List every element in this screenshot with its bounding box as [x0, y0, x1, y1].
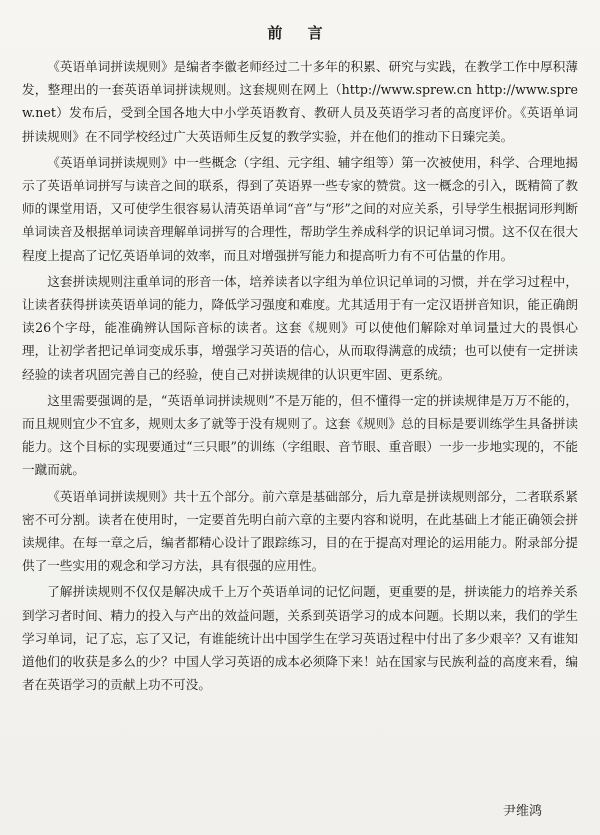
paragraph-2: 《英语单词拼读规则》中一些概念（字组、元字组、辅字组等）第一次被使用，科学、合理地揭示了英语单词拼写与读音之间的联系，得到了英语界一些专家的赞赏。这一概念的引入，既精简了教师的课堂用语，又可使学生很容易认清英语单词“音”与“形”之间的对应关系，引导学生根据词形判断单词读音及根据单词读音理解单词拼写的合理性，帮助学生养成科学的识记单词习惯。这不仅在很大程度上提高了记忆英语单词的效率，而且对增强拼写能力和提高听力有不可估量的作用。	[22, 154, 578, 263]
paragraph-3: 这套拼读规则注重单词的形音一体，培养读者以字组为单位识记单词的习惯，并在学习过程中，让读者获得拼读英语单词的能力，降低学习强度和难度。尤其适用于有一定汉语拼音知识，能正确朗读26个字母，能准确辨认国际音标的读者。这套《规则》可以使他们解除对单词量过大的畏惧心理，让初学者把记单词变成乐事，增强学习英语的信心，从而取得满意的成绩；也可以使有一定拼读经验的读者巩固完善自己的经验，使自己对拼读规律的认识更牢固、更系统。	[22, 273, 578, 382]
paragraph-6: 了解拼读规则不仅仅是解决成千上万个英语单词的记忆问题，更重要的是，拼读能力的培养关系到学习者时间、精力的投入与产出的效益问题，关系到英语学习的成本问题。长期以来，我们的学生学习单词，记了忘，忘了又记，有谁能统计出中国学生在学习英语过程中付出了多少艰辛？又有谁知道他们的收获是多么的少？中国人学习英语的成本必须降下来！站在国家与民族利益的高度来看，编者在英语学习的贡献上功不可没。	[22, 584, 578, 693]
page-title: 前 言	[267, 24, 333, 42]
paragraph-1: 《英语单词拼读规则》是编者李徽老师经过二十多年的积累、研究与实践，在教学工作中厚积薄发，整理出的一套英语单词拼读规则。这套规则在网上（http://www.sprew.cn http://www.sprew.net）发布后，受到全国各地大中小学英语教育、教研人员及英语学习者的高度评价。《英语单词拼读规则》在不同学校经过广大英语师生反复的教学实验，并在他们的推动下日臻完美。	[22, 59, 578, 144]
author-signature: 尹维鸿	[502, 804, 542, 819]
paragraph-4: 这里需要强调的是，“英语单词拼读规则”不是万能的，但不懂得一定的拼读规律是万万不能的，而且规则宜少不宜多，规则太多了就等于没有规则了。这套《规则》总的目标是要训练学生具备拼读能力。这个目标的实现要通过“三只眼”的训练（字组眼、音节眼、重音眼）一步一步地实现的，不能一蹴而就。	[22, 392, 578, 478]
paragraph-5: 《英语单词拼读规则》共十五个部分。前六章是基础部分，后九章是拼读规则部分，二者联系紧密不可分割。读者在使用时，一定要首先明白前六章的主要内容和说明，在此基础上才能正确领会拼读规律。在每一章之后，编者都精心设计了跟踪练习，目的在于提高对理论的运用能力。附录部分提供了一些实用的观念和学习方法，具有很强的应用性。	[22, 488, 578, 574]
